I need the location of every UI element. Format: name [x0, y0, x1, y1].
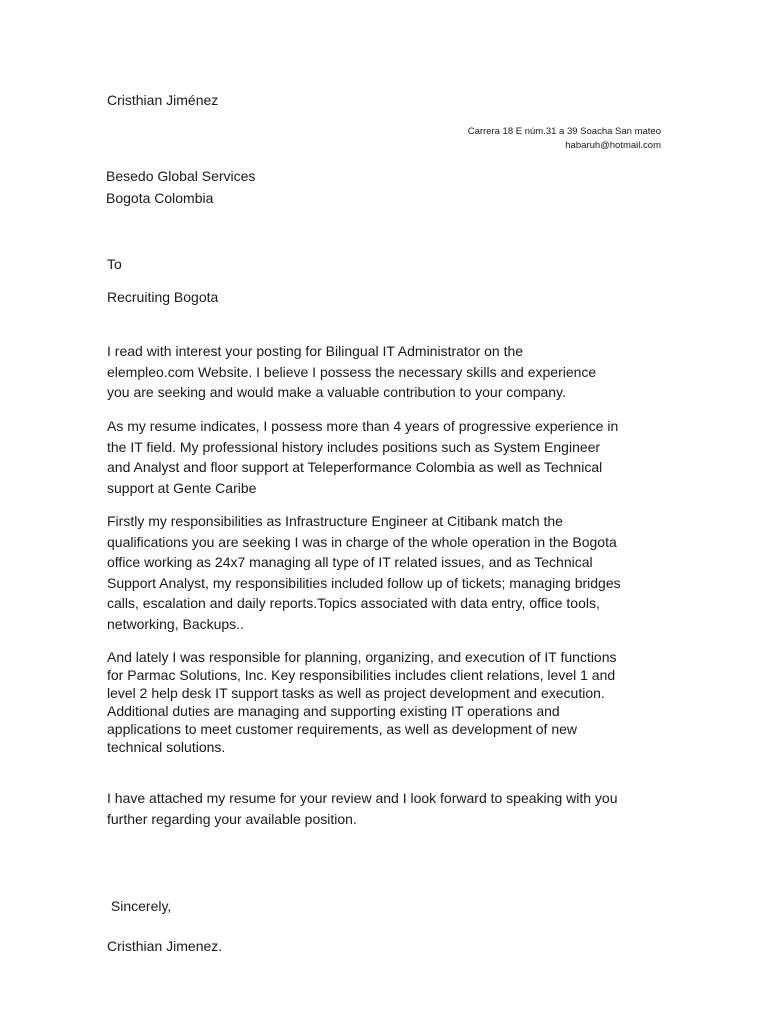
signature-name: Cristhian Jimenez.	[107, 938, 223, 954]
address-line: Carrera 18 E núm.31 a 39 Soacha San mateo	[467, 126, 661, 137]
recipient: Recruiting Bogota	[107, 289, 219, 305]
company-block	[106, 165, 255, 209]
paragraph-experience: As my resume indicates, I possess more than 4 years of progressive experience in the IT field. My professional history includes positions such as System Engineer and Analyst and floor support at Teleperformance Colombia as well as Technical support at Gente Caribe	[107, 418, 619, 497]
paragraph-citibank: Firstly my responsibilities as Infrastructure Engineer at Citibank match the qualifications you are seeking I was in charge of the whole operation in the Bogota office working as 24x7 managing all type of IT related issues, and as Technical Support Analyst, my responsibilities included follow up of tickets; managing bridges calls, escalation and daily reports.Topics associated with data entry, office tools, networking, Backups..	[107, 513, 621, 632]
sender-name: Cristhian Jiménez	[107, 92, 219, 108]
sender-address	[468, 125, 661, 153]
company-location: Bogota Colombia	[106, 190, 214, 206]
paragraph-closing: I have attached my resume for your review and I look forward to speaking with you further regarding your available position.	[107, 790, 618, 827]
to-label: To	[107, 256, 122, 272]
paragraph-parmac: And lately I was responsible for planning, organizing, and execution of IT functions for Parmac Solutions, Inc. Key responsibilities includes client relations, level 1 and level 2 help desk IT support tasks as well as project development and execution. Additional duties are managing and supporting existing IT operations and applications to meet customer requirements, as well as development of new technical solutions.	[107, 649, 617, 755]
email-line: habaruh@hotmail.com	[565, 140, 661, 151]
company-name: Besedo Global Services	[106, 168, 256, 184]
paragraph-intro: I read with interest your posting for Bilingual IT Administrator on the elempleo.com Website. I believe I possess the necessary skills and experience you are seeking and would make a valuable contribution to your company.	[107, 343, 597, 401]
closing-salutation: Sincerely,	[107, 898, 172, 914]
signature-block	[107, 876, 222, 976]
